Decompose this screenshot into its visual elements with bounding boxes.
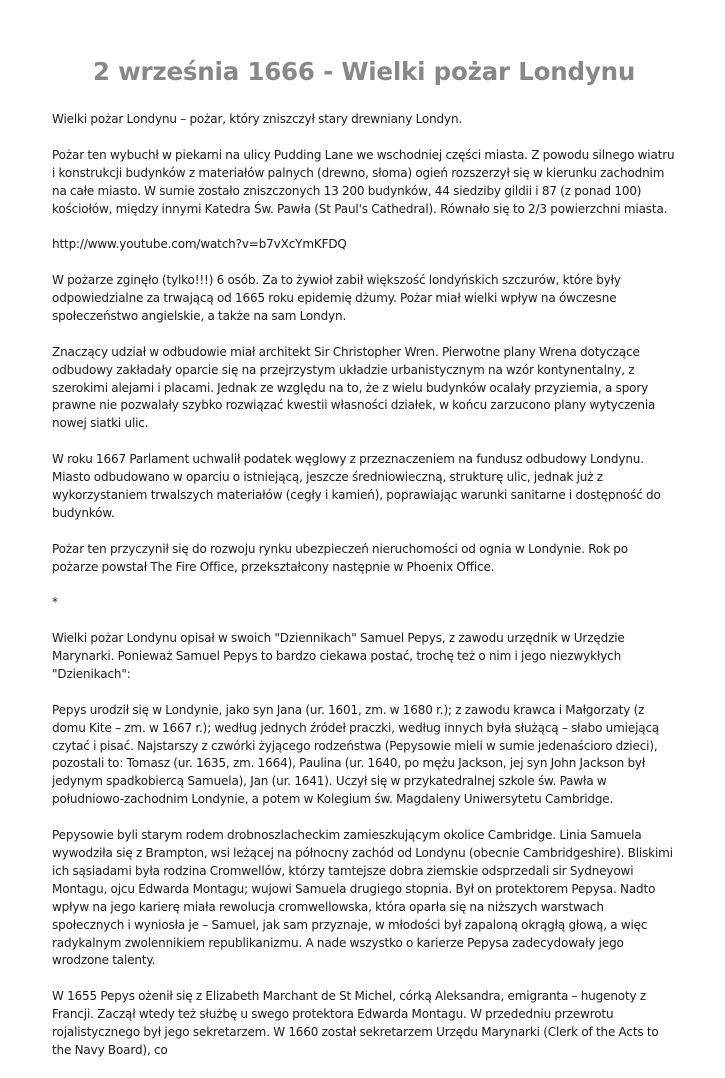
paragraph-pepys-family: Pepysowie byli starym rodem drobnoszlacheckim zamieszkującym okolice Cambridge. Linia Samuela wywodziła się z Brampton, wsi leżącej na północny zachód od Londynu (obecnie Cambridgeshire). Bliskimi ich sąsiadami była rodzina Cromwellów, którzy tamtejsze dobra ziemskie odsprzedali sir Sydneyowi Montagu, ojcu Edwarda Montagu; wujowi Samuela drugiego stopnia. Był on protektorem Pepysa. Nadto wpływ na jego karierę miała rewolucja cromwellowska, która oparła się na niższych warstwach społecznych i wyniosła je – Samuel, jak sam przyznaje, w młodości był zapaloną okrągłą głową, a więc radykalnym zwolennikiem republikanizmu. A nade wszystko o karierze Pepysa zadecydowały jego wrodzone talenty. <box>52 828 673 968</box>
paragraph-pepys-birth: Pepys urodził się w Londynie, jako syn Jana (ur. 1601, zm. w 1680 r.); z zawodu krawca i Małgorzaty (z domu Kite – zm. w 1667 r.); według jednych źródeł praczki, według innych była służącą – słabo umiejącą czytać i pisać. Najstarszy z czwórki żyjącego rodzeństwa (Pepysowie mieli w sumie jedenaścioro dzieci), pozostali to: Tomasz (ur. 1635, zm. 1664), Paulina (ur. 1640, po mężu Jackson, jej syn John Jackson był jedynym spadkobiercą Samuela), Jan (ur. 1641). Uczył się w przykatedralnej szkole św. Pawła w południowo-zachodnim Londynie, a potem w Kolegium św. Magdaleny Uniwersytetu Cambridge. <box>52 702 660 807</box>
paragraph-intro: Wielki pożar Londynu – pożar, który zniszczył stary drewniany Londyn. <box>52 112 463 126</box>
paragraph-casualties: W pożarze zginęło (tylko!!!) 6 osób. Za to żywioł zabił większość londyńskich szczurów, które były odpowiedzialne za trwającą od 1665 roku epidemię dżumy. Pożar miał wielki wpływ na ówczesne społeczeństwo angielskie, a także na sam Londyn. <box>52 273 621 323</box>
paragraph-pepys-career: W 1655 Pepys ożenił się z Elizabeth Marchant de St Michel, córką Aleksandra, emigranta – hugenoty z Francji. Zaczął wtedy też służbę u swego protektora Edwarda Montagu. W przededniu przewrotu rojalistycznego był jego sekretarzem. W 1660 został sekretarzem Urzędu Marynarki (Clerk of the Acts to the Navy Board), co <box>52 989 659 1057</box>
section-separator: * <box>52 595 58 610</box>
document-page <box>52 56 676 1078</box>
paragraph-pepys-intro: Wielki pożar Londynu opisał w swoich "Dziennikach" Samuel Pepys, z zawodu urzędnik w Urzędzie Marynarki. Ponieważ Samuel Pepys to bardzo ciekawa postać, trochę też o nim i jego niezwykłych "Dzienikach": <box>52 631 625 681</box>
video-url: http://www.youtube.com/watch?v=b7vXcYmKFDQ <box>52 237 347 252</box>
page-title: 2 września 1666 - Wielki pożar Londynu <box>92 57 636 86</box>
paragraph-insurance: Pożar ten przyczynił się do rozwoju rynku ubezpieczeń nieruchomości od ognia w Londynie. Rok po pożarze powstał The Fire Office, przekształcony następnie w Phoenix Office. <box>52 541 628 574</box>
paragraph-outbreak: Pożar ten wybuchł w piekarni na ulicy Pudding Lane we wschodniej części miasta. Z powodu silnego wiatru i konstrukcji budynków z materiałów palnych (drewno, słoma) ogień rozszerzył się w kierunku zachodnim na całe miasto. W sumie zostało zniszczonych 13 200 budynków, 44 siedziby gildii i 87 (z ponad 100) kościołów, między innymi Katedra Św. Pawła (St Paul's Cathedral). Równało się to 2/3 powierzchni miasta. <box>52 147 675 216</box>
paragraph-reconstruction: Znaczący udział w odbudowie miał architekt Sir Christopher Wren. Pierwotne plany Wrena dotyczące odbudowy zakładały oparcie się na przejrzystym układzie urbanistycznym na wzór kontynentalny, z szerokimi alejami i placami. Jednak ze względu na to, że z wielu budynków ocalały przyziemia, a spory prawne nie pozwalały szybko rozwiązać kwestii własności działek, w końcu zarzucono plany wytyczenia nowej siatki ulic. <box>52 344 656 431</box>
paragraph-coal-tax: W roku 1667 Parlament uchwalił podatek węglowy z przeznaczeniem na fundusz odbudowy Londynu. Miasto odbudowano w oparciu o istniejącą, jeszcze średniowieczną, strukturę ulic, jednak już z wykorzystaniem trwalszych materiałów (cegły i kamień), poprawiając warunki sanitarne i dostępność do budynków. <box>52 452 661 520</box>
